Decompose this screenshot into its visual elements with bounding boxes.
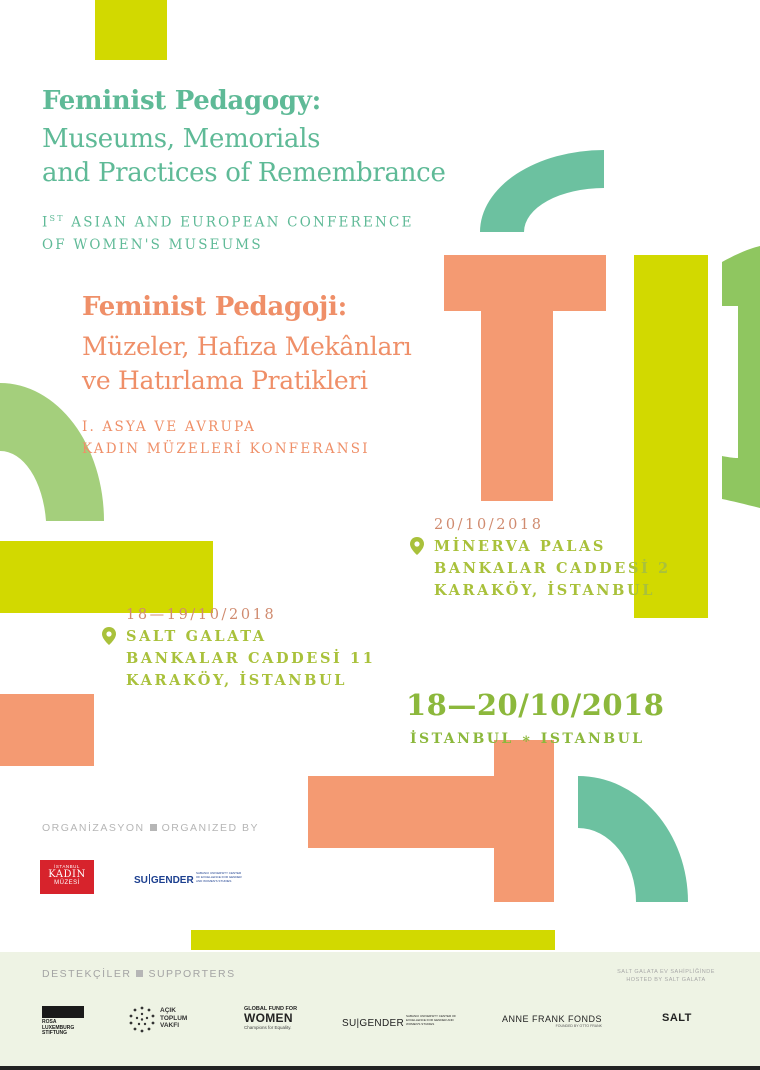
subtitle-tr	[82, 416, 370, 460]
rosa-luxemburg-logo[interactable]	[42, 1006, 86, 1037]
supporters-label-tr: DESTEKÇİLER	[42, 968, 132, 980]
title-tr-line2: Müzeler, Hafıza Mekânları	[82, 332, 412, 361]
subtitle-en	[42, 208, 414, 256]
gfw-main: WOMEN	[244, 1011, 293, 1025]
subtitle-tr-line1: I. ASYA VE AVRUPA	[82, 419, 257, 435]
sugender-logo-desc: SABANCI UNIVERSITY CENTER OF EXCELLENCE FOR GENDER AND WOMEN'S STUDIES	[196, 871, 242, 883]
venue-salt-street: BANKALAR CADDESİ 11	[126, 650, 376, 667]
bottom-border	[0, 1066, 760, 1070]
event-city: İSTANBUL ∗ ISTANBUL	[410, 731, 645, 747]
global-fund-for-women-logo[interactable]	[244, 1006, 306, 1031]
hosted-line1: SALT GALATA EV SAHİPLİĞİNDE	[617, 969, 715, 975]
venue-minerva-name: MİNERVA PALAS	[434, 538, 606, 555]
location-pin-icon	[102, 627, 116, 645]
title-en-lines	[42, 122, 446, 190]
venue-minerva	[434, 514, 671, 602]
anne-frank-sub: FOUNDED BY OTTO FRANK	[555, 1024, 602, 1028]
lime-left-bar	[0, 541, 213, 613]
anne-frank-fonds-logo[interactable]	[502, 1014, 606, 1028]
sug2-desc: SABANCI UNIVERSITY CENTER OF EXCELLENCE FOR GENDER AND WOMEN'S STUDIES	[406, 1014, 457, 1026]
subtitle-en-line2: OF WOMEN'S MUSEUMS	[42, 236, 263, 253]
green-right-arc	[722, 246, 760, 508]
acik-toplum-logo[interactable]	[128, 1005, 194, 1035]
title-tr-lines	[82, 330, 411, 398]
rosa-logo-text: ROSA LUXEMBURG STIFTUNG	[42, 1019, 75, 1036]
subtitle-tr-line2: KADIN MÜZELERİ KONFERANSI	[82, 441, 370, 457]
venue-salt-name: SALT GALATA	[126, 628, 267, 645]
title-en-bold: Feminist Pedagogy:	[42, 86, 321, 116]
title-en-line2: Museums, Memorials	[42, 124, 321, 154]
kadin-logo-l1: İSTANBUL	[54, 864, 80, 869]
teal-quarter-arc-bottom	[578, 776, 688, 902]
salt-logo[interactable]: SALT	[662, 1012, 692, 1024]
gfw-top: GLOBAL FUND FOR	[244, 1006, 298, 1012]
location-pin-icon	[410, 537, 424, 555]
venue-salt-date: 18—19/10/2018	[126, 607, 277, 623]
sug2-name: SU|GENDER	[342, 1018, 404, 1029]
title-tr-line3: ve Hatırlama Pratikleri	[82, 366, 368, 395]
event-dates: 18—20/10/2018	[406, 688, 665, 722]
sugender-logo[interactable]	[134, 870, 246, 888]
venue-minerva-date: 20/10/2018	[434, 517, 544, 533]
kadin-logo-l2: KADIN	[48, 869, 86, 880]
sugender-logo-gender: GENDER	[150, 875, 194, 886]
supporters-label-en: SUPPORTERS	[148, 968, 236, 980]
organizers-label	[42, 822, 259, 834]
kadin-logo-l3: MÜZESİ	[54, 880, 80, 886]
organizers-label-tr: ORGANİZASYON	[42, 822, 145, 834]
kadin-muzesi-logo[interactable]	[40, 860, 94, 894]
subtitle-en-line1	[42, 208, 414, 234]
salmon-left-block	[0, 694, 94, 766]
venue-minerva-street: BANKALAR CADDESİ 2	[434, 560, 671, 577]
salmon-t-shape	[444, 255, 606, 501]
hosted-by-note	[612, 968, 720, 984]
venue-minerva-district: KARAKÖY, İSTANBUL	[434, 582, 656, 599]
organizers-label-en: ORGANIZED BY	[161, 822, 259, 834]
title-tr-bold: Feminist Pedagoji:	[82, 292, 347, 322]
subtitle-en-sup: ST	[49, 214, 65, 223]
title-en-line3: and Practices of Remembrance	[42, 158, 446, 188]
sugender-supporter-logo[interactable]	[342, 1013, 462, 1027]
sugender-divider	[149, 874, 150, 884]
sugender-logo-su: SU	[134, 875, 148, 886]
rosa-logo-mark	[42, 1006, 84, 1018]
hosted-line2: HOSTED BY SALT GALATA	[626, 977, 706, 983]
acik-l2: TOPLUM	[160, 1014, 188, 1022]
lime-bottom-bar	[191, 930, 555, 950]
dots-circle-icon	[128, 1005, 156, 1033]
salmon-cross-shape	[308, 740, 556, 902]
acik-l1: AÇIK	[160, 1007, 176, 1014]
square-separator-icon	[136, 970, 143, 977]
supporters-label	[42, 968, 236, 980]
acik-l3: VAKFI	[160, 1022, 180, 1029]
anne-frank-name: ANNE FRANK FONDS	[502, 1014, 603, 1024]
lime-top-square	[95, 0, 167, 60]
square-separator-icon	[150, 824, 157, 831]
venue-salt-district: KARAKÖY, İSTANBUL	[126, 672, 348, 689]
teal-quarter-arc-top	[480, 150, 604, 232]
acik-toplum-text	[160, 1007, 187, 1030]
venue-salt	[126, 604, 375, 692]
subtitle-en-line1-text: ASIAN AND EUROPEAN CONFERENCE	[64, 214, 414, 231]
gfw-tag: Champions for Equality.	[244, 1025, 292, 1030]
subtitle-en-prefix: I	[42, 214, 50, 231]
